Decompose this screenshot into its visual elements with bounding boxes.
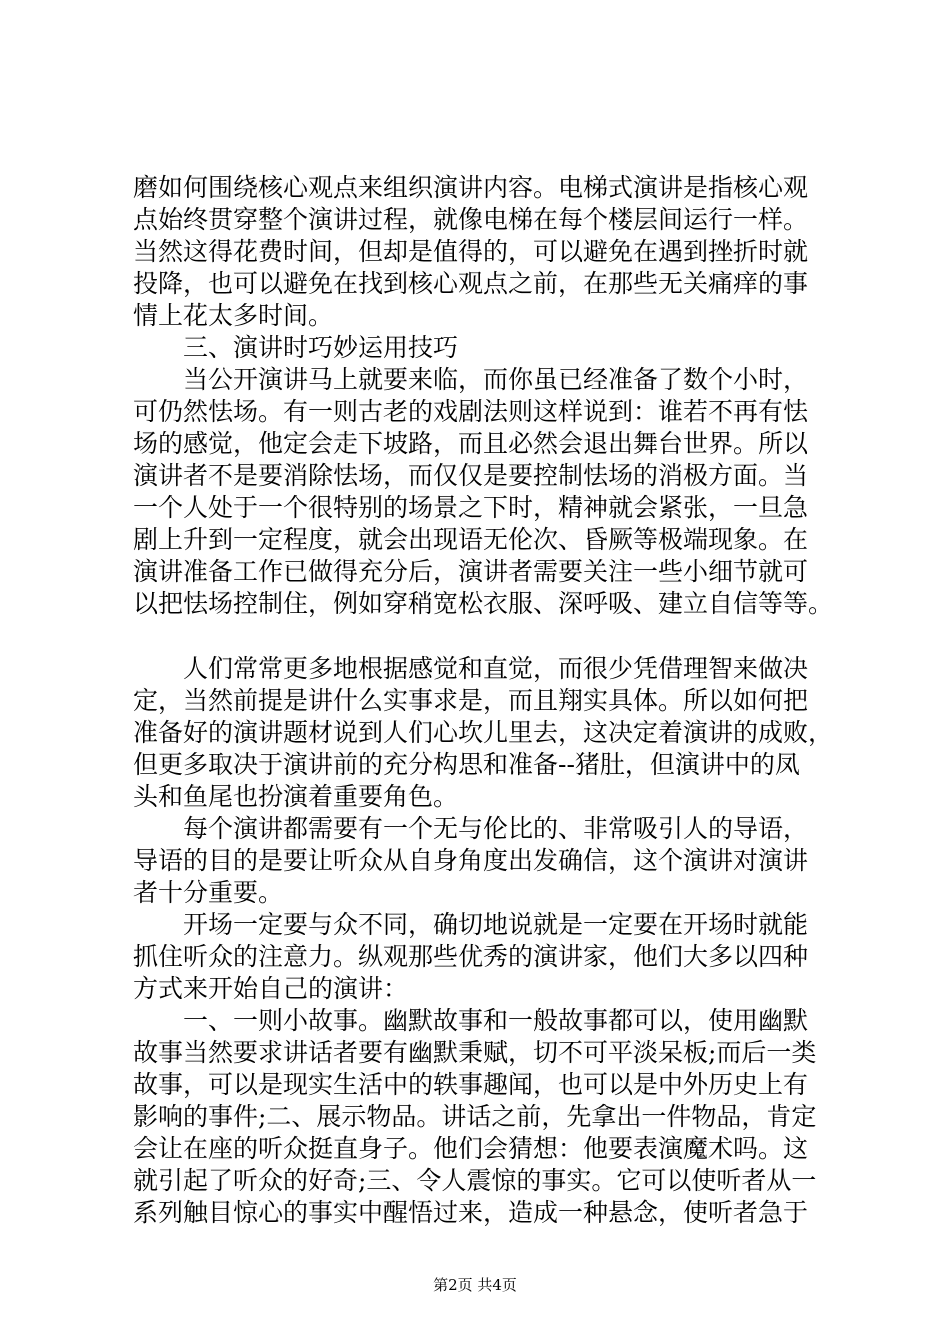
- text-line: 每个演讲都需要有一个无与伦比的、非常吸引人的导语，: [183, 814, 809, 843]
- text-line: 导语的目的是要让听众从自身角度出发确信，这个演讲对演讲: [133, 846, 809, 875]
- paragraph-1: [133, 172, 823, 332]
- text-line: 故事，可以是现实生活中的轶事趣闻，也可以是中外历史上有: [133, 1070, 809, 1099]
- text-line: 系列触目惊心的事实中醒悟过来，造成一种悬念，使听者急于: [133, 1198, 809, 1227]
- paragraph-gap: [133, 620, 823, 653]
- text-line: 影响的事件;二、展示物品。讲话之前，先拿出一件物品，肯定: [133, 1102, 817, 1131]
- text-line: 当然这得花费时间，但却是值得的，可以避免在遇到挫折时就: [133, 237, 809, 266]
- text-line: 但更多取决于演讲前的充分构思和准备--猪肚，但演讲中的凤: [133, 750, 800, 779]
- paragraph-6: [133, 1005, 823, 1229]
- text-line: 投降，也可以避免在找到核心观点之前，在那些无关痛痒的事: [133, 269, 809, 298]
- text-line: 开场一定要与众不同，确切地说就是一定要在开场时就能: [183, 910, 809, 939]
- paragraph-3: [133, 653, 834, 813]
- text-line: 定，当然前提是讲什么实事求是，而且翔实具体。所以如何把: [133, 686, 809, 715]
- text-line: 以把怯场控制住，例如穿稍宽松衣服、深呼吸、建立自信等等。: [133, 589, 834, 618]
- text-line: 演讲者不是要消除怯场，而仅仅是要控制怯场的消极方面。当: [133, 461, 809, 490]
- text-line: 情上花太多时间。: [133, 301, 334, 330]
- text-line: 当公开演讲马上就要来临，而你虽已经准备了数个小时，: [183, 365, 809, 394]
- section-heading: 三、演讲时巧妙运用技巧: [183, 333, 459, 362]
- text-line: 场的感觉，他定会走下坡路，而且必然会退出舞台世界。所以: [133, 429, 809, 458]
- text-line: 一、一则小故事。幽默故事和一般故事都可以，使用幽默: [183, 1006, 809, 1035]
- paragraph-5: [133, 909, 823, 1005]
- page-number: 第2页 共4页: [433, 1276, 517, 1294]
- body-text: [133, 172, 834, 1229]
- text-line: 头和鱼尾也扮演着重要角色。: [133, 782, 459, 811]
- text-line: 人们常常更多地根据感觉和直觉，而很少凭借理智来做决: [183, 654, 809, 683]
- text-line: 一个人处于一个很特别的场景之下时，精神就会紧张，一旦急: [133, 493, 809, 522]
- text-line: 剧上升到一定程度，就会出现语无伦次、昏厥等极端现象。在: [133, 525, 809, 554]
- paragraph-4: [133, 813, 823, 909]
- text-line: 故事当然要求讲话者要有幽默秉赋，切不可平淡呆板;而后一类: [133, 1038, 817, 1067]
- text-line: 就引起了听众的好奇;三、令人震惊的事实。它可以使听者从一: [133, 1166, 817, 1195]
- text-line: 者十分重要。: [133, 878, 284, 907]
- text-line: 磨如何围绕核心观点来组织演讲内容。电梯式演讲是指核心观: [133, 173, 809, 202]
- paragraph-2: [133, 364, 834, 620]
- text-line: 演讲准备工作已做得充分后，演讲者需要关注一些小细节就可: [133, 557, 809, 586]
- text-line: 方式来开始自己的演讲：: [133, 974, 409, 1003]
- text-line: 点始终贯穿整个演讲过程，就像电梯在每个楼层间运行一样。: [133, 205, 809, 234]
- text-line: 可仍然怯场。有一则古老的戏剧法则这样说到：谁若不再有怯: [133, 397, 809, 426]
- text-line: 会让在座的听众挺直身子。他们会猜想：他要表演魔术吗。这: [133, 1134, 809, 1163]
- page-footer: [0, 1276, 950, 1294]
- text-line: 抓住听众的注意力。纵观那些优秀的演讲家，他们大多以四种: [133, 942, 809, 971]
- text-line: 准备好的演讲题材说到人们心坎儿里去，这决定着演讲的成败，: [133, 718, 834, 747]
